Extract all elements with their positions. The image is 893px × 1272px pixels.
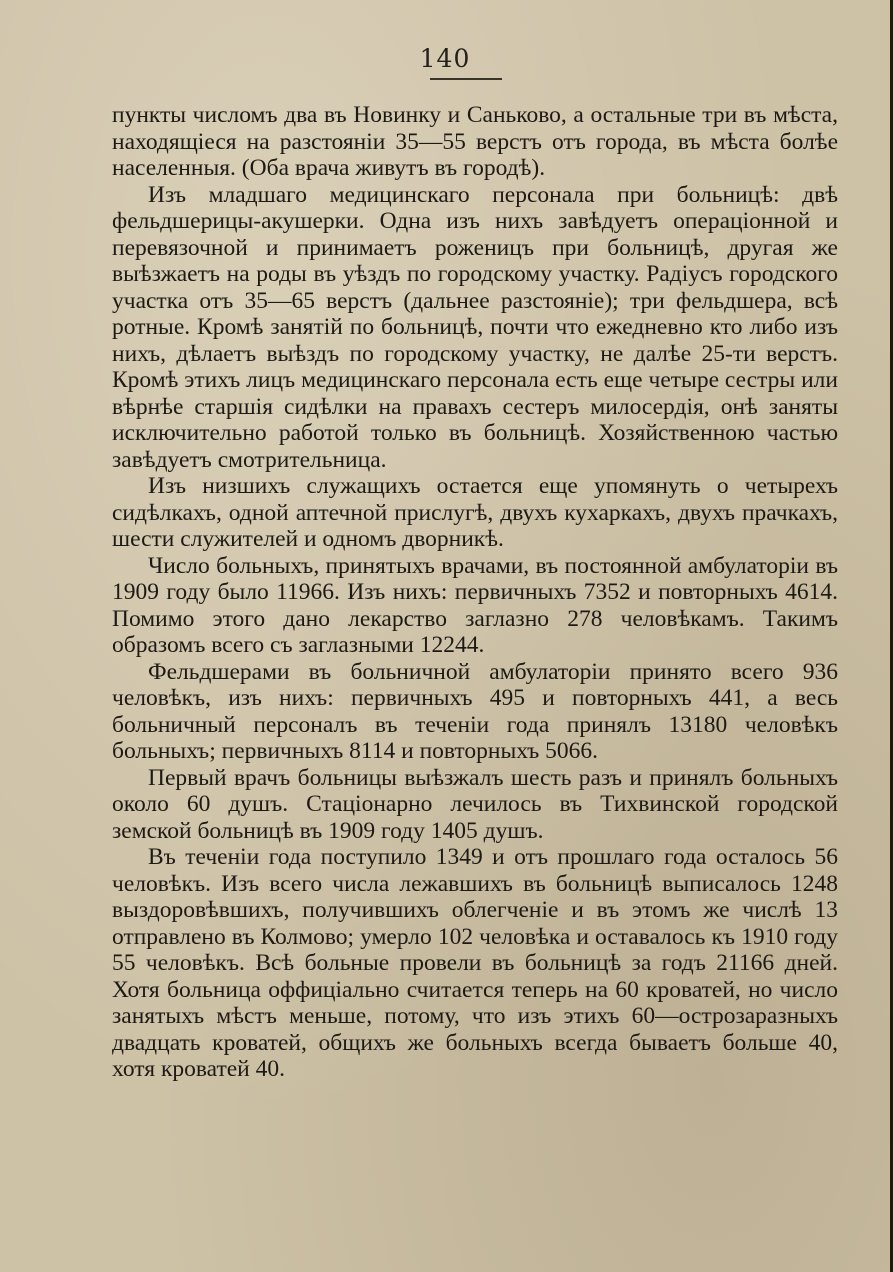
page-number-underline [430,78,502,80]
paragraph-7: Въ теченіи года поступило 1349 и отъ прошлаго года осталось 56 человѣкъ. Изъ всего числа лежавшихъ въ больницѣ выписалось 1248 выздоровѣвшихъ, получившихъ облегченіе и въ этомъ же числѣ 13 отправлено въ Колмово; умерло 102 человѣка и оставалось къ 1910 году 55 человѣкъ. Всѣ больные провели въ больницѣ за годъ 21166 дней. Хотя больница оффиціально считается теперь на 60 кроватей, но число занятыхъ мѣстъ меньше, потому, что изъ этихъ 60—острозаразныхъ двадцать кроватей, общихъ же больныхъ всегда бываетъ больше 40, хотя кроватей 40. [112,844,838,1082]
paragraph-3: Изъ низшихъ служащихъ остается еще упомянуть о четырехъ сидѣлкахъ, одной аптечной прислугѣ, двухъ кухаркахъ, двухъ прачкахъ, шести служителей и одномъ дворникѣ. [112,473,838,552]
paragraph-2: Изъ младшаго медицинскаго персонала при больницѣ: двѣ фельдшерицы-акушерки. Одна изъ нихъ завѣдуетъ операціонной и перевязочной и принимаетъ роженицъ при больницѣ, другая же выѣзжаетъ на роды въ уѣздъ по городскому участку. Радіусъ городского участка отъ 35—65 верстъ (дальнее разстояніе); три фельдшера, всѣ ротные. Кромѣ занятій по больницѣ, почти что ежедневно кто либо изъ нихъ, дѣлаетъ выѣздъ по городскому участку, не далѣе 25-ти верстъ. Кромѣ этихъ лицъ медицинскаго персонала есть еще четыре сестры или вѣрнѣе старшія сидѣлки на правахъ сестеръ милосердія, онѣ заняты исключительно работой только въ больницѣ. Хозяйственною частью завѣдуетъ смотрительница. [112,181,838,473]
paragraph-6: Первый врачъ больницы выѣзжалъ шесть разъ и принялъ больныхъ около 60 душъ. Стаціонарно лечилось въ Тихвинской городской земской больницѣ въ 1909 году 1405 душъ. [112,764,838,844]
page-text [112,102,838,1083]
paragraph-4: Число больныхъ, принятыхъ врачами, въ постоянной амбулаторіи въ 1909 году было 11966. Изъ нихъ: первичныхъ 7352 и повторныхъ 4614. Помимо этого дано лекарство заглазно 278 человѣкамъ. Такимъ образомъ всего съ заглазными 12244. [112,552,838,658]
paragraph-1: пункты числомъ два въ Новинку и Саньково, а остальные три въ мѣста, находящіеся на разстояніи 35—55 верстъ отъ города, въ мѣста болѣе населенныя. (Оба врача живутъ въ городѣ). [112,102,838,181]
paragraph-5: Фельдшерами въ больничной амбулаторіи принято всего 936 человѣкъ, изъ нихъ: первичныхъ 495 и повторныхъ 441, а весь больничный персоналъ въ теченіи года принялъ 13180 человѣкъ больныхъ; первичныхъ 8114 и повторныхъ 5066. [112,658,838,764]
page-number: 140 [419,44,471,73]
